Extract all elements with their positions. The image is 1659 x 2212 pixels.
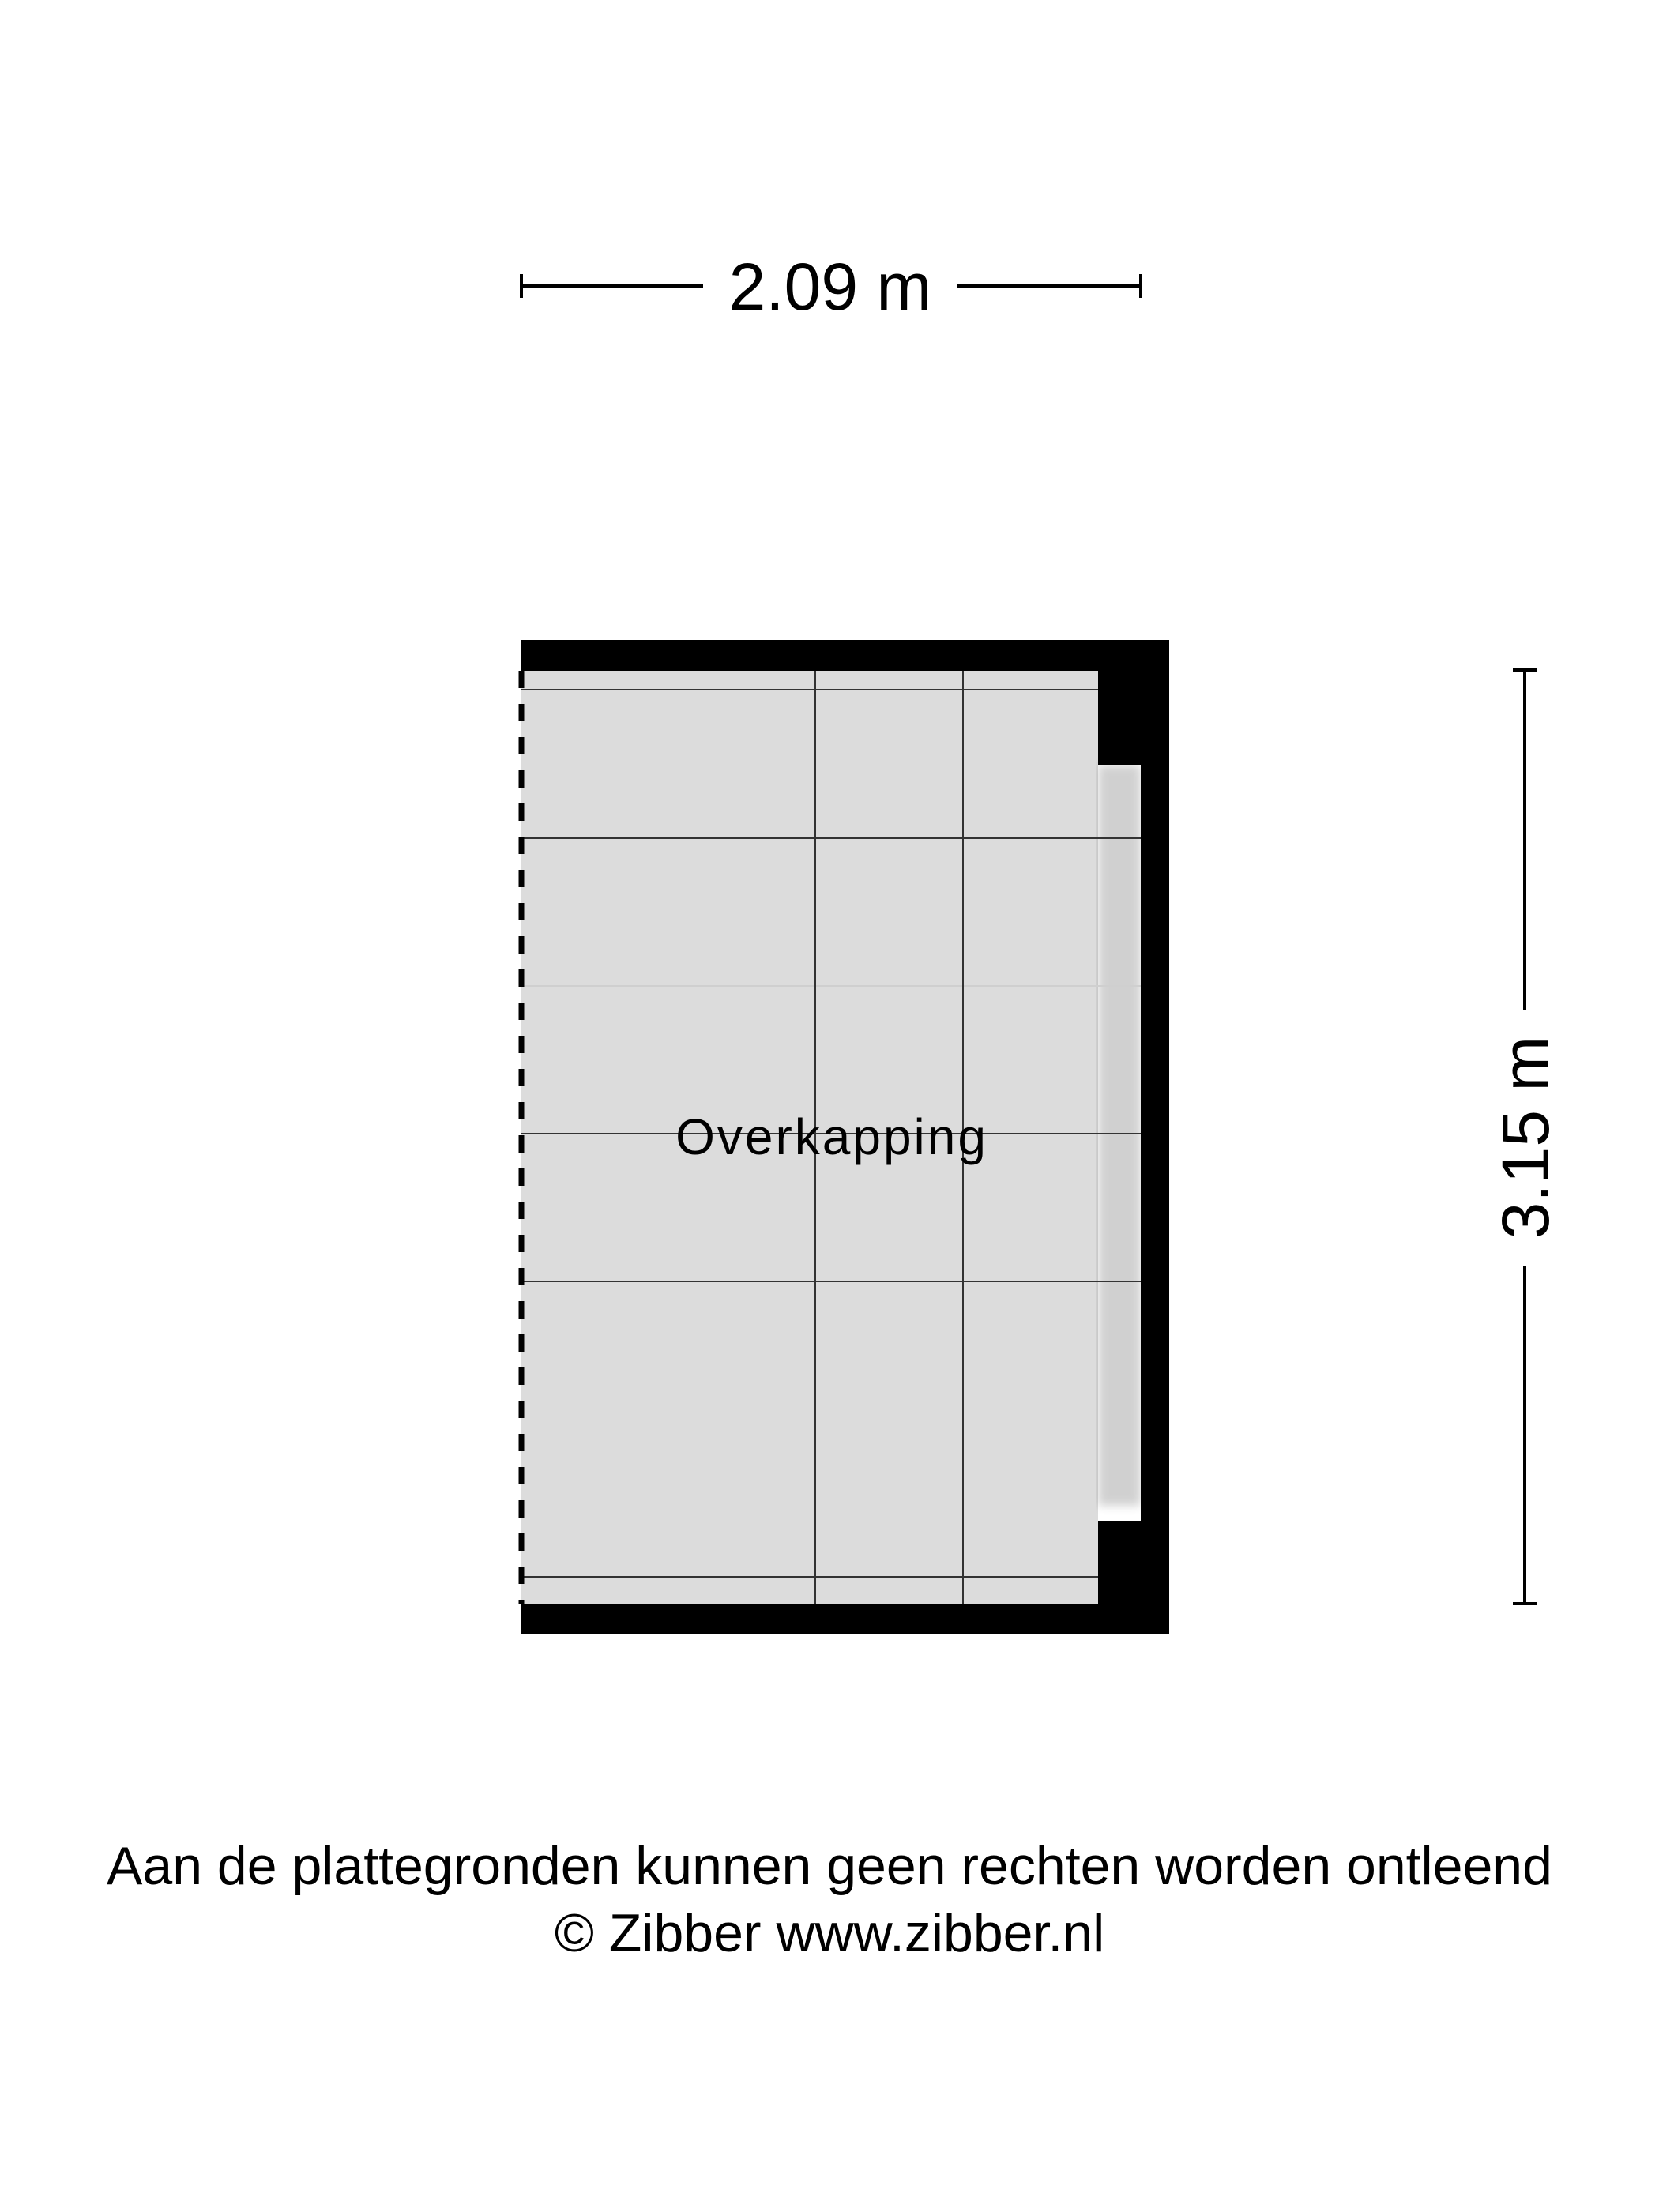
disclaimer-text: Aan de plattegronden kunnen geen rechten worden ontleend xyxy=(107,1836,1552,1896)
width-label: 2.09 m xyxy=(728,250,932,324)
copyright-text: © Zibber www.zibber.nl xyxy=(554,1903,1105,1963)
wall-pier-bottom xyxy=(1098,1521,1141,1604)
wall-pier-top xyxy=(1098,671,1141,765)
room-label: Overkapping xyxy=(675,1108,988,1165)
width-dimension xyxy=(521,250,1141,324)
height-dimension xyxy=(1488,670,1563,1604)
wall-right xyxy=(1141,640,1169,1634)
height-label: 3.15 m xyxy=(1488,1036,1563,1240)
wall-bottom xyxy=(521,1604,1169,1634)
wall-top xyxy=(521,640,1169,671)
wall-shadow xyxy=(1098,765,1141,1506)
room-overkapping xyxy=(521,640,1169,1634)
